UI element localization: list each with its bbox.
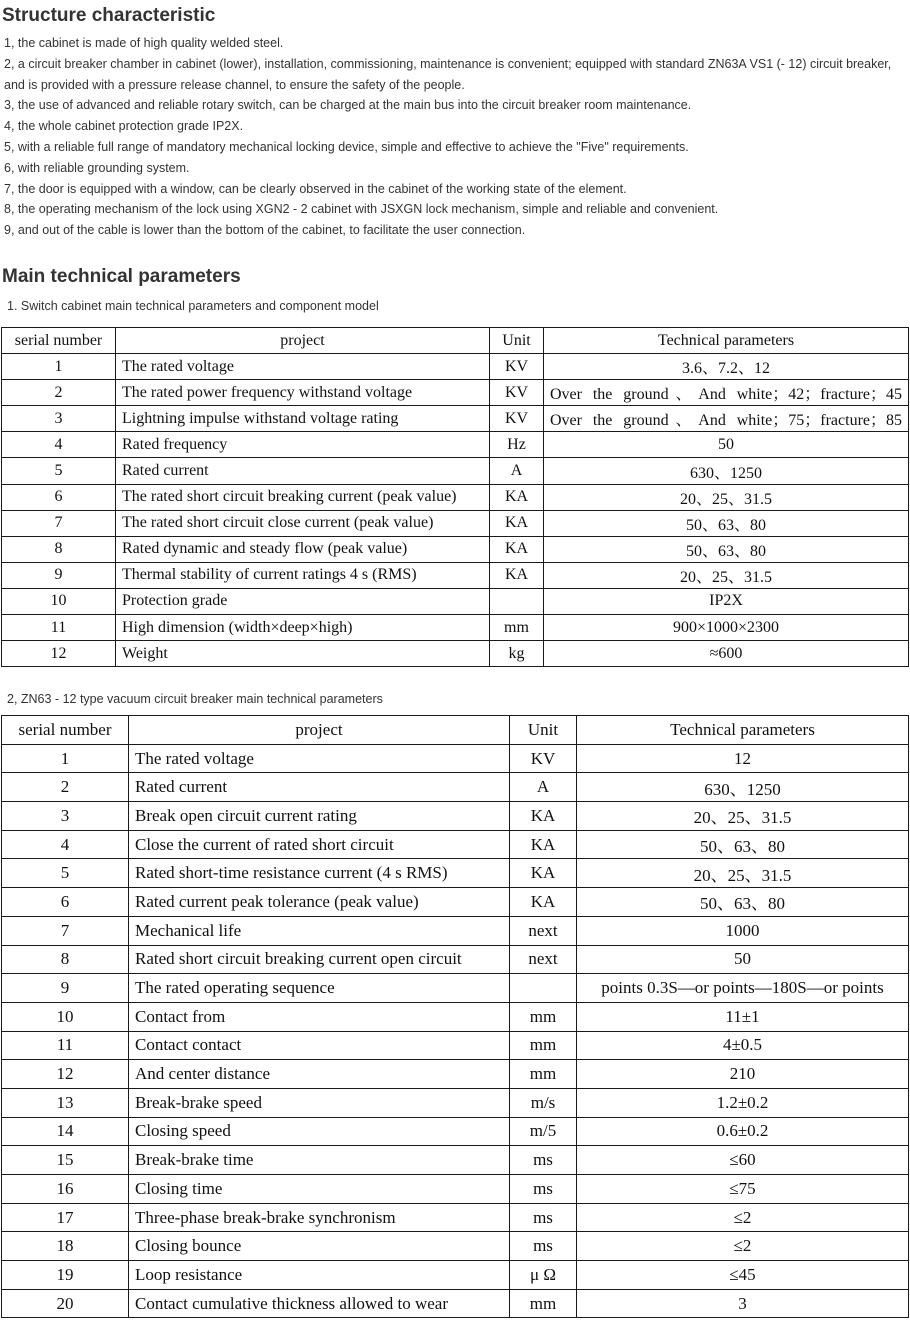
cell-project: Rated current: [129, 773, 510, 802]
cell-serial: 14: [2, 1117, 129, 1146]
cell-project: Rated frequency: [116, 432, 490, 458]
header-technical-params: Technical parameters: [577, 716, 909, 745]
cell-serial: 13: [2, 1088, 129, 1117]
cell-project: Break-brake time: [129, 1146, 510, 1175]
cell-project: Rated current peak tolerance (peak value): [129, 888, 510, 917]
cell-unit: KA: [510, 830, 577, 859]
cell-unit: next: [510, 916, 577, 945]
cell-unit: mm: [490, 615, 544, 641]
cell-technical-param: Over the ground、And white；75；fracture；85: [544, 406, 909, 432]
cell-serial: 11: [2, 615, 116, 641]
structure-item: 4, the whole cabinet protection grade IP2X.: [4, 119, 244, 134]
table-row: [2, 510, 909, 536]
table-row: [2, 1232, 909, 1261]
cell-technical-param: 50: [577, 945, 909, 974]
cell-project: Close the current of rated short circuit: [129, 830, 510, 859]
structure-item: 2, a circuit breaker chamber in cabinet (lower), installation, commissioning, maintenance is convenient; equipped with standard ZN63A VS1 (- 12) circuit breaker, and is provided with a pressure release channel, to ensure the safety of the people.: [4, 56, 892, 92]
table-header-row: [2, 716, 909, 745]
cell-project: The rated operating sequence: [129, 974, 510, 1003]
cell-project: Rated dynamic and steady flow (peak value): [116, 536, 490, 562]
cell-unit: KA: [510, 859, 577, 888]
cell-project: Closing bounce: [129, 1232, 510, 1261]
cell-technical-param: 4±0.5: [577, 1031, 909, 1060]
switch-cabinet-params-table: [1, 327, 909, 667]
cell-unit: KV: [490, 354, 544, 380]
table-row: [2, 859, 909, 888]
table-row: [2, 945, 909, 974]
cell-technical-param: 900×1000×2300: [544, 615, 909, 641]
cell-unit: KA: [490, 536, 544, 562]
header-technical-params: Technical parameters: [544, 328, 909, 354]
cell-serial: 16: [2, 1175, 129, 1204]
table-row: [2, 888, 909, 917]
structure-item: 1, the cabinet is made of high quality welded steel.: [4, 36, 284, 50]
structure-item: 9, and out of the cable is lower than the bottom of the cabinet, to facilitate the user connection.: [4, 223, 526, 238]
structure-item: 7, the door is equipped with a window, can be clearly observed in the cabinet of the working state of the element.: [4, 181, 627, 196]
cell-serial: 7: [2, 916, 129, 945]
cell-project: Mechanical life: [129, 916, 510, 945]
table-row: [2, 354, 909, 380]
cell-project: And center distance: [129, 1060, 510, 1089]
cell-unit: mm: [510, 1031, 577, 1060]
cell-technical-param: 50、63、80: [544, 536, 909, 562]
cell-project: Rated current: [116, 458, 490, 484]
cell-technical-param: 0.6±0.2: [577, 1117, 909, 1146]
cell-unit: KA: [490, 510, 544, 536]
table-row: [2, 1175, 909, 1204]
table-row: [2, 562, 909, 588]
cell-serial: 19: [2, 1261, 129, 1290]
cell-technical-param: 3.6、7.2、12: [544, 354, 909, 380]
cell-project: Protection grade: [116, 588, 490, 614]
structure-title: Structure characteristic: [2, 5, 216, 26]
cell-technical-param: ≤60: [577, 1146, 909, 1175]
cell-serial: 4: [2, 830, 129, 859]
cell-technical-param: ≤2: [577, 1203, 909, 1232]
cell-serial: 11: [2, 1031, 129, 1060]
cell-project: Contact cumulative thickness allowed to wear: [129, 1289, 510, 1318]
table-header-row: [2, 328, 909, 354]
cell-unit: m/s: [510, 1088, 577, 1117]
cell-technical-param: 1000: [577, 916, 909, 945]
cell-serial: 9: [2, 974, 129, 1003]
structure-item: 8, the operating mechanism of the lock using XGN2 - 2 cabinet with JSXGN lock mechanism, simple and reliable and convenient.: [4, 202, 719, 217]
cell-technical-param: 50、63、80: [577, 830, 909, 859]
cell-serial: 8: [2, 536, 116, 562]
table-row: [2, 802, 909, 831]
cell-serial: 2: [2, 773, 129, 802]
cell-unit: ms: [510, 1232, 577, 1261]
table-row: [2, 1002, 909, 1031]
cell-project: Three-phase break-brake synchronism: [129, 1203, 510, 1232]
structure-item: 3, the use of advanced and reliable rotary switch, can be charged at the main bus into the circuit breaker room maintenance.: [4, 98, 692, 113]
cell-technical-param: 50、63、80: [544, 510, 909, 536]
cell-project: Rated short circuit breaking current open circuit: [129, 945, 510, 974]
cell-technical-param: ≤45: [577, 1261, 909, 1290]
cell-unit: ms: [510, 1203, 577, 1232]
cell-project: Break-brake speed: [129, 1088, 510, 1117]
table-row: [2, 1146, 909, 1175]
structure-list: [4, 33, 904, 241]
cell-unit: KA: [510, 802, 577, 831]
table-row: [2, 406, 909, 432]
cell-project: Lightning impulse withstand voltage rating: [116, 406, 490, 432]
table-row: [2, 1060, 909, 1089]
cell-serial: 6: [2, 484, 116, 510]
table2-caption: 2, ZN63 - 12 type vacuum circuit breaker main technical parameters: [7, 692, 383, 706]
table-row: [2, 830, 909, 859]
cell-unit: KA: [510, 888, 577, 917]
vacuum-breaker-params-table: [1, 715, 909, 1318]
header-project: project: [116, 328, 490, 354]
table-row: [2, 432, 909, 458]
table-row: [2, 773, 909, 802]
table-row: [2, 1117, 909, 1146]
table-row: [2, 744, 909, 773]
cell-technical-param: points 0.3S—or points—180S—or points: [577, 974, 909, 1003]
cell-unit: next: [510, 945, 577, 974]
cell-technical-param: IP2X: [544, 588, 909, 614]
table-row: [2, 974, 909, 1003]
cell-project: The rated short circuit breaking current (peak value): [116, 484, 490, 510]
cell-unit: KV: [510, 744, 577, 773]
table-row: [2, 1031, 909, 1060]
table1-caption: 1. Switch cabinet main technical parameters and component model: [7, 299, 379, 313]
cell-technical-param: 20、25、31.5: [577, 859, 909, 888]
cell-project: High dimension (width×deep×high): [116, 615, 490, 641]
cell-unit: mm: [510, 1289, 577, 1318]
cell-serial: 3: [2, 406, 116, 432]
cell-serial: 7: [2, 510, 116, 536]
cell-unit: KA: [490, 484, 544, 510]
table-row: [2, 484, 909, 510]
cell-technical-param: 1.2±0.2: [577, 1088, 909, 1117]
cell-technical-param: 20、25、31.5: [577, 802, 909, 831]
cell-project: Weight: [116, 641, 490, 667]
cell-technical-param: ≈600: [544, 641, 909, 667]
cell-technical-param: 20、25、31.5: [544, 562, 909, 588]
cell-technical-param: ≤75: [577, 1175, 909, 1204]
table-row: [2, 916, 909, 945]
cell-technical-param: 12: [577, 744, 909, 773]
table-row: [2, 1088, 909, 1117]
cell-technical-param: Over the ground、And white；42；fracture；45: [544, 380, 909, 406]
cell-project: Contact contact: [129, 1031, 510, 1060]
header-unit: Unit: [490, 328, 544, 354]
cell-technical-param: ≤2: [577, 1232, 909, 1261]
cell-unit: mm: [510, 1060, 577, 1089]
cell-unit: Hz: [490, 432, 544, 458]
cell-technical-param: 20、25、31.5: [544, 484, 909, 510]
header-serial: serial number: [2, 716, 129, 745]
cell-serial: 1: [2, 354, 116, 380]
cell-serial: 12: [2, 641, 116, 667]
cell-unit: A: [510, 773, 577, 802]
cell-serial: 2: [2, 380, 116, 406]
cell-serial: 17: [2, 1203, 129, 1232]
table-row: [2, 615, 909, 641]
cell-unit: KV: [490, 380, 544, 406]
cell-technical-param: 3: [577, 1289, 909, 1318]
structure-item: 5, with a reliable full range of mandatory mechanical locking device, simple and effective to achieve the "Five" requirements.: [4, 139, 689, 154]
cell-serial: 10: [2, 1002, 129, 1031]
cell-unit: ms: [510, 1175, 577, 1204]
cell-project: The rated voltage: [129, 744, 510, 773]
cell-project: Rated short-time resistance current (4 s RMS): [129, 859, 510, 888]
cell-serial: 9: [2, 562, 116, 588]
cell-unit: [490, 588, 544, 614]
cell-project: The rated power frequency withstand voltage: [116, 380, 490, 406]
table-row: [2, 641, 909, 667]
cell-project: Closing speed: [129, 1117, 510, 1146]
cell-unit: ms: [510, 1146, 577, 1175]
cell-serial: 12: [2, 1060, 129, 1089]
header-serial: serial number: [2, 328, 116, 354]
table-row: [2, 380, 909, 406]
header-unit: Unit: [510, 716, 577, 745]
cell-project: Contact from: [129, 1002, 510, 1031]
table-row: [2, 1289, 909, 1318]
table-row: [2, 1203, 909, 1232]
cell-serial: 8: [2, 945, 129, 974]
cell-serial: 1: [2, 744, 129, 773]
cell-technical-param: 210: [577, 1060, 909, 1089]
header-project: project: [129, 716, 510, 745]
cell-unit: KA: [490, 562, 544, 588]
cell-project: Break open circuit current rating: [129, 802, 510, 831]
table-row: [2, 536, 909, 562]
cell-technical-param: 50、63、80: [577, 888, 909, 917]
cell-serial: 6: [2, 888, 129, 917]
cell-unit: kg: [490, 641, 544, 667]
table-row: [2, 1261, 909, 1290]
cell-unit: [510, 974, 577, 1003]
cell-serial: 18: [2, 1232, 129, 1261]
table-row: [2, 588, 909, 614]
cell-project: Loop resistance: [129, 1261, 510, 1290]
cell-project: Closing time: [129, 1175, 510, 1204]
cell-unit: KV: [490, 406, 544, 432]
cell-serial: 3: [2, 802, 129, 831]
cell-serial: 5: [2, 458, 116, 484]
cell-unit: mm: [510, 1002, 577, 1031]
cell-unit: A: [490, 458, 544, 484]
cell-project: The rated short circuit close current (peak value): [116, 510, 490, 536]
structure-item: 6, with reliable grounding system.: [4, 160, 190, 175]
cell-serial: 10: [2, 588, 116, 614]
cell-project: Thermal stability of current ratings 4 s (RMS): [116, 562, 490, 588]
cell-serial: 20: [2, 1289, 129, 1318]
cell-serial: 5: [2, 859, 129, 888]
cell-serial: 4: [2, 432, 116, 458]
cell-unit: μ Ω: [510, 1261, 577, 1290]
cell-technical-param: 630、1250: [577, 773, 909, 802]
params-title: Main technical parameters: [2, 266, 241, 287]
cell-technical-param: 11±1: [577, 1002, 909, 1031]
cell-serial: 15: [2, 1146, 129, 1175]
cell-technical-param: 630、1250: [544, 458, 909, 484]
cell-unit: m/5: [510, 1117, 577, 1146]
cell-technical-param: 50: [544, 432, 909, 458]
table-row: [2, 458, 909, 484]
cell-project: The rated voltage: [116, 354, 490, 380]
